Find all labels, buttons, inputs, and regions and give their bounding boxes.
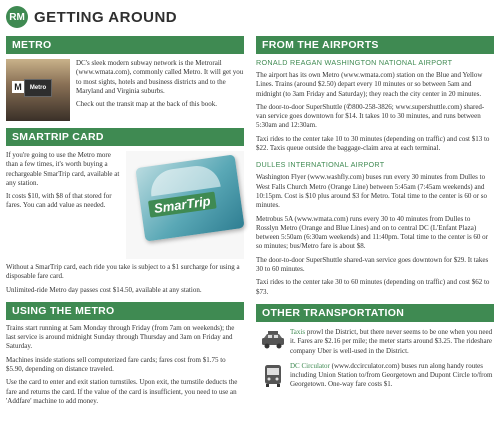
rm-logo-icon: RM (6, 6, 28, 28)
paragraph: The door-to-door SuperShuttle (✆800-258-3826; www.supershuttle.com) shared-van service goes downtown for $14. It takes 10 to 30 minutes, and runs between 5:30am and 12:30am. (256, 102, 485, 130)
metro-text (76, 59, 244, 121)
paragraph: The airport has its own Metro (www.wmata.com) station on the Blue and Yellow Lines. Trains (around $2.50) depart every 10 minutes or so between 5am and midnight (to 3am Friday and Saturday); they reach the city center in 20 minutes. (256, 71, 483, 98)
bus-lead: DC Circulator (290, 361, 330, 370)
paragraph: If you're going to use the Metro more than a few times, it's worth buying a rechargeable SmarTrip card, available at any station. (6, 151, 120, 187)
paragraph: Use the card to enter and exit station turnstiles. Upon exit, the turnstile deducts the fare and returns the card. If the value of the card is insufficient, you need to use an 'Addfare' machine to add money. (6, 378, 238, 405)
paragraph: Without a SmarTrip card, each ride you take is subject to a $1 surcharge for using a disposable fare card. (6, 263, 240, 281)
taxi-paragraph (290, 328, 494, 356)
smartrip-section (6, 151, 244, 259)
section-heading-smartrip: SMARTRIP CARD (6, 128, 244, 146)
metro-sign: Metro (24, 79, 52, 97)
smartrip-card (135, 154, 244, 241)
bus-text: (www.dccirculator.com) buses run along handy routes including Union Station to/from Georgetown and Dupont Circle to/from Georgetown. One-way fare costs $1. (290, 361, 493, 389)
section-heading-using-metro: USING THE METRO (6, 302, 244, 320)
metro-section (6, 59, 244, 121)
paragraph: Check out the transit map at the back of this book. (76, 100, 217, 109)
metro-logo-icon: M (12, 81, 24, 93)
bus-paragraph (290, 362, 494, 390)
paragraph: Taxi rides to the center take 30 to 60 minutes (depending on traffic) and cost $62 to $73. (256, 278, 490, 296)
paragraph: It costs $10, with $8 of that stored for fares. You can add value as needed. (6, 192, 112, 210)
page-title: GETTING AROUND (34, 8, 178, 26)
bus-icon (256, 362, 290, 390)
taxi-lead: Taxis (290, 327, 306, 336)
section-heading-metro: METRO (6, 36, 244, 54)
paragraph: The door-to-door SuperShuttle shared-van service goes downtown for $29. It takes 30 to 60 minutes. (256, 255, 489, 274)
bus-item (256, 362, 494, 390)
left-column (6, 36, 244, 406)
paragraph: Taxi rides to the center take 10 to 30 minutes (depending on traffic) and cost $13 to $22. Taxis queue outside the baggage-claim area at each terminal. (256, 134, 490, 153)
section-heading-other-transport: OTHER TRANSPORTATION (256, 304, 494, 322)
subhead-dulles: DULLES INTERNATIONAL AIRPORT (256, 160, 385, 170)
smartrip-text (6, 151, 122, 259)
paragraph: DC's sleek modern subway network is the Metrorail (www.wmata.com), commonly called Metro. It will get you to most sights, hotels and business districts and to the Maryland and Virginia suburbs. (76, 59, 244, 95)
paragraph: Trains start running at 5am Monday through Friday (from 7am on weekends); the last service is around midnight Sunday through Thursday and 3am on Friday and Saturday. (6, 323, 235, 351)
paragraph: Washington Flyer (www.washfly.com) buses run every 30 minutes from Dulles to West Falls Church Metro (Orange Line) between 5:45am (7:45am weekends) and 10:15pm. Cost is $10 plus around $3 for Metro. Total time to the center is 60 or so minutes. (256, 173, 487, 210)
paragraph: Unlimited-ride Metro day passes cost $14.50, available at any station. (6, 285, 202, 294)
taxi-item (256, 328, 494, 356)
metro-station-photo (6, 59, 70, 121)
section-heading-airports: FROM THE AIRPORTS (256, 36, 494, 54)
taxi-text: prowl the District, but there never seems to be one when you need it. Fares are $2.16 per mile; the meter starts around $3.25. The rideshare company Uber is well-used in the District. (290, 327, 493, 355)
smartrip-card-image (126, 151, 244, 259)
right-column (256, 36, 494, 390)
smartrip-card-brand: SmarTrip (148, 192, 217, 218)
taxi-icon (256, 328, 290, 356)
subhead-reagan: RONALD REAGAN WASHINGTON NATIONAL AIRPORT (256, 58, 453, 67)
page-header (6, 4, 177, 30)
paragraph: Metrobus 5A (www.wmata.com) runs every 30 to 40 minutes from Dulles to Rosslyn Metro (Orange and Blue Lines) and on to central DC (L'Enfant Plaza) between 5:50am (6:30am weekends) and 11:40pm. Total time to the center is 60 or so minutes; bus/Metro fare is about $8. (256, 214, 489, 251)
paragraph: Machines inside stations sell computerized fare cards; fares cost from $1.75 to $5.90, depending on distance traveled. (6, 355, 226, 374)
